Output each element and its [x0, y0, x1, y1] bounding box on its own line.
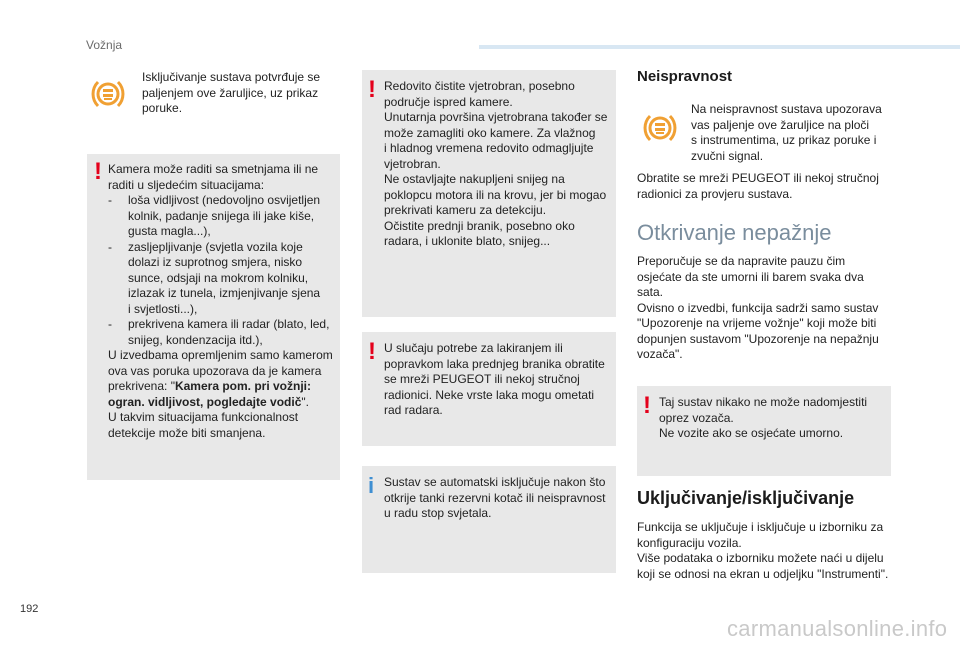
onoff-text: Funkcija se uključuje i isključuje u izborniku za konfiguraciju vozila. Više podataka o izborniku možete naći u dijelu koji se odnosi na ekran u odjeljku "Instrumenti". [637, 520, 889, 581]
fault-text: Obratite se mreži PEUGEOT ili nekoj stručnoj radionici za provjeru sustava. [637, 171, 879, 201]
camera-warning-text: Kamera može raditi sa smetnjama ili ne raditi u sljedećim situacijama: - loša vidljivost (nedovoljno osvijetljen kolnik, padanje snijega ili jake kiše, gusta magla...), - zasljepljivanje (svjetla vozila koje dolazi iz suprotnog smjera, nisko sunce, odsjaji na mokrom kolniku, izlazak iz tunela, izmjenjivanje sjena i svjetlosti...), - prekrivena kamera ili radar (blato, led, snijeg, kondenzacija itd.), U izvedbama opremljenim samo kamerom ova vas poruka upozorava da je kamera prekrivena: "Kamera pom. pri vožnji: ogran. vidljivost, pogledajte vodič". U takvim situacijama funkcionalnost detekcije može biti smanjena. [108, 162, 340, 441]
attention-text: Preporučuje se da napravite pauzu čim osjećate da ste umorni ili barem svaka dva sata. Ovisno o izvedbi, funkcija sadrži samo sustav "Upozorenje na vrijeme vožnje" koji može biti dopunjen sustavom "Upozorenje na nepažnju vozača". [637, 254, 879, 361]
section-title: Vožnja [86, 38, 123, 52]
warning-indicator-icon [642, 110, 678, 146]
info-mark-icon: i [368, 473, 375, 498]
list-item: - loša vidljivost (nedovoljno osvijetljen kolnik, padanje snijega ili jake kiše, gusta magla...), [108, 193, 340, 240]
attention-heading: Otkrivanje nepažnje [637, 220, 832, 245]
alert-message-cont: ogran. vidljivost, pogledajte vodič [108, 394, 302, 409]
fault-heading: Neispravnost [637, 68, 733, 85]
list-item: - prekrivena kamera ili radar (blato, led, snijeg, kondenzacija itd.), [108, 317, 340, 348]
watermark: carmanualsonline.info [727, 616, 948, 641]
info-text: Sustav se automatski isključuje nakon što otkrije tanki rezervni kotač ili neispravnost u radu stop svjetala. [384, 475, 606, 520]
warning-mark-icon: ! [643, 392, 651, 419]
onoff-heading: Uključivanje/isključivanje [637, 488, 855, 508]
warning-mark-icon: ! [368, 338, 376, 365]
alert-message: Kamera pom. pri vožnji: [174, 379, 311, 393]
warning-mark-icon: ! [94, 158, 102, 185]
attention-box-text: Taj sustav nikako ne može nadomjestiti oprez vozača. Ne vozite ako se osjećate umorno. [659, 395, 868, 440]
paint-text: U slučaju potrebe za lakiranjem ili popravkom laka prednjeg branika obratite se mreži PEUGEOT ili nekoj stručnoj radionici. Neke vrste laka mogu ometati rad radara. [384, 341, 605, 417]
cleaning-text: Redovito čistite vjetrobran, posebno područje ispred kamere. Unutarnja površina vjetrobrana također se može zamagliti oko kamere. Za vlažnog i hladnog vremena redovito odmagljujte vjetrobran. Ne ostavljajte nakupljeni snijeg na poklopcu motora ili na krovu, jer bi mogao prekrivati kameru za detekciju. Očistite prednji branik, posebno oko radara, i uklonite blato, snijeg... [384, 79, 608, 248]
page-number: 192 [20, 603, 39, 615]
list-item: - zasljepljivanje (svjetla vozila koje dolazi iz suprotnog smjera, nisko sunce, odsjaji na mokrom kolniku, izlazak iz tunela, izmjenjivanje sjena i svjetlosti...), [108, 240, 340, 318]
fault-icon-description: Na neispravnost sustava upozorava vas paljenje ove žaruljice na ploči s instrumentima, uz prikaz poruke i zvučni signal. [691, 102, 882, 163]
warning-mark-icon: ! [368, 76, 376, 103]
icon-description: Isključivanje sustava potvrđuje se paljenjem ove žaruljice, uz prikaz poruke. [142, 70, 321, 115]
warning-indicator-icon [90, 76, 126, 112]
header-bar [479, 45, 960, 49]
